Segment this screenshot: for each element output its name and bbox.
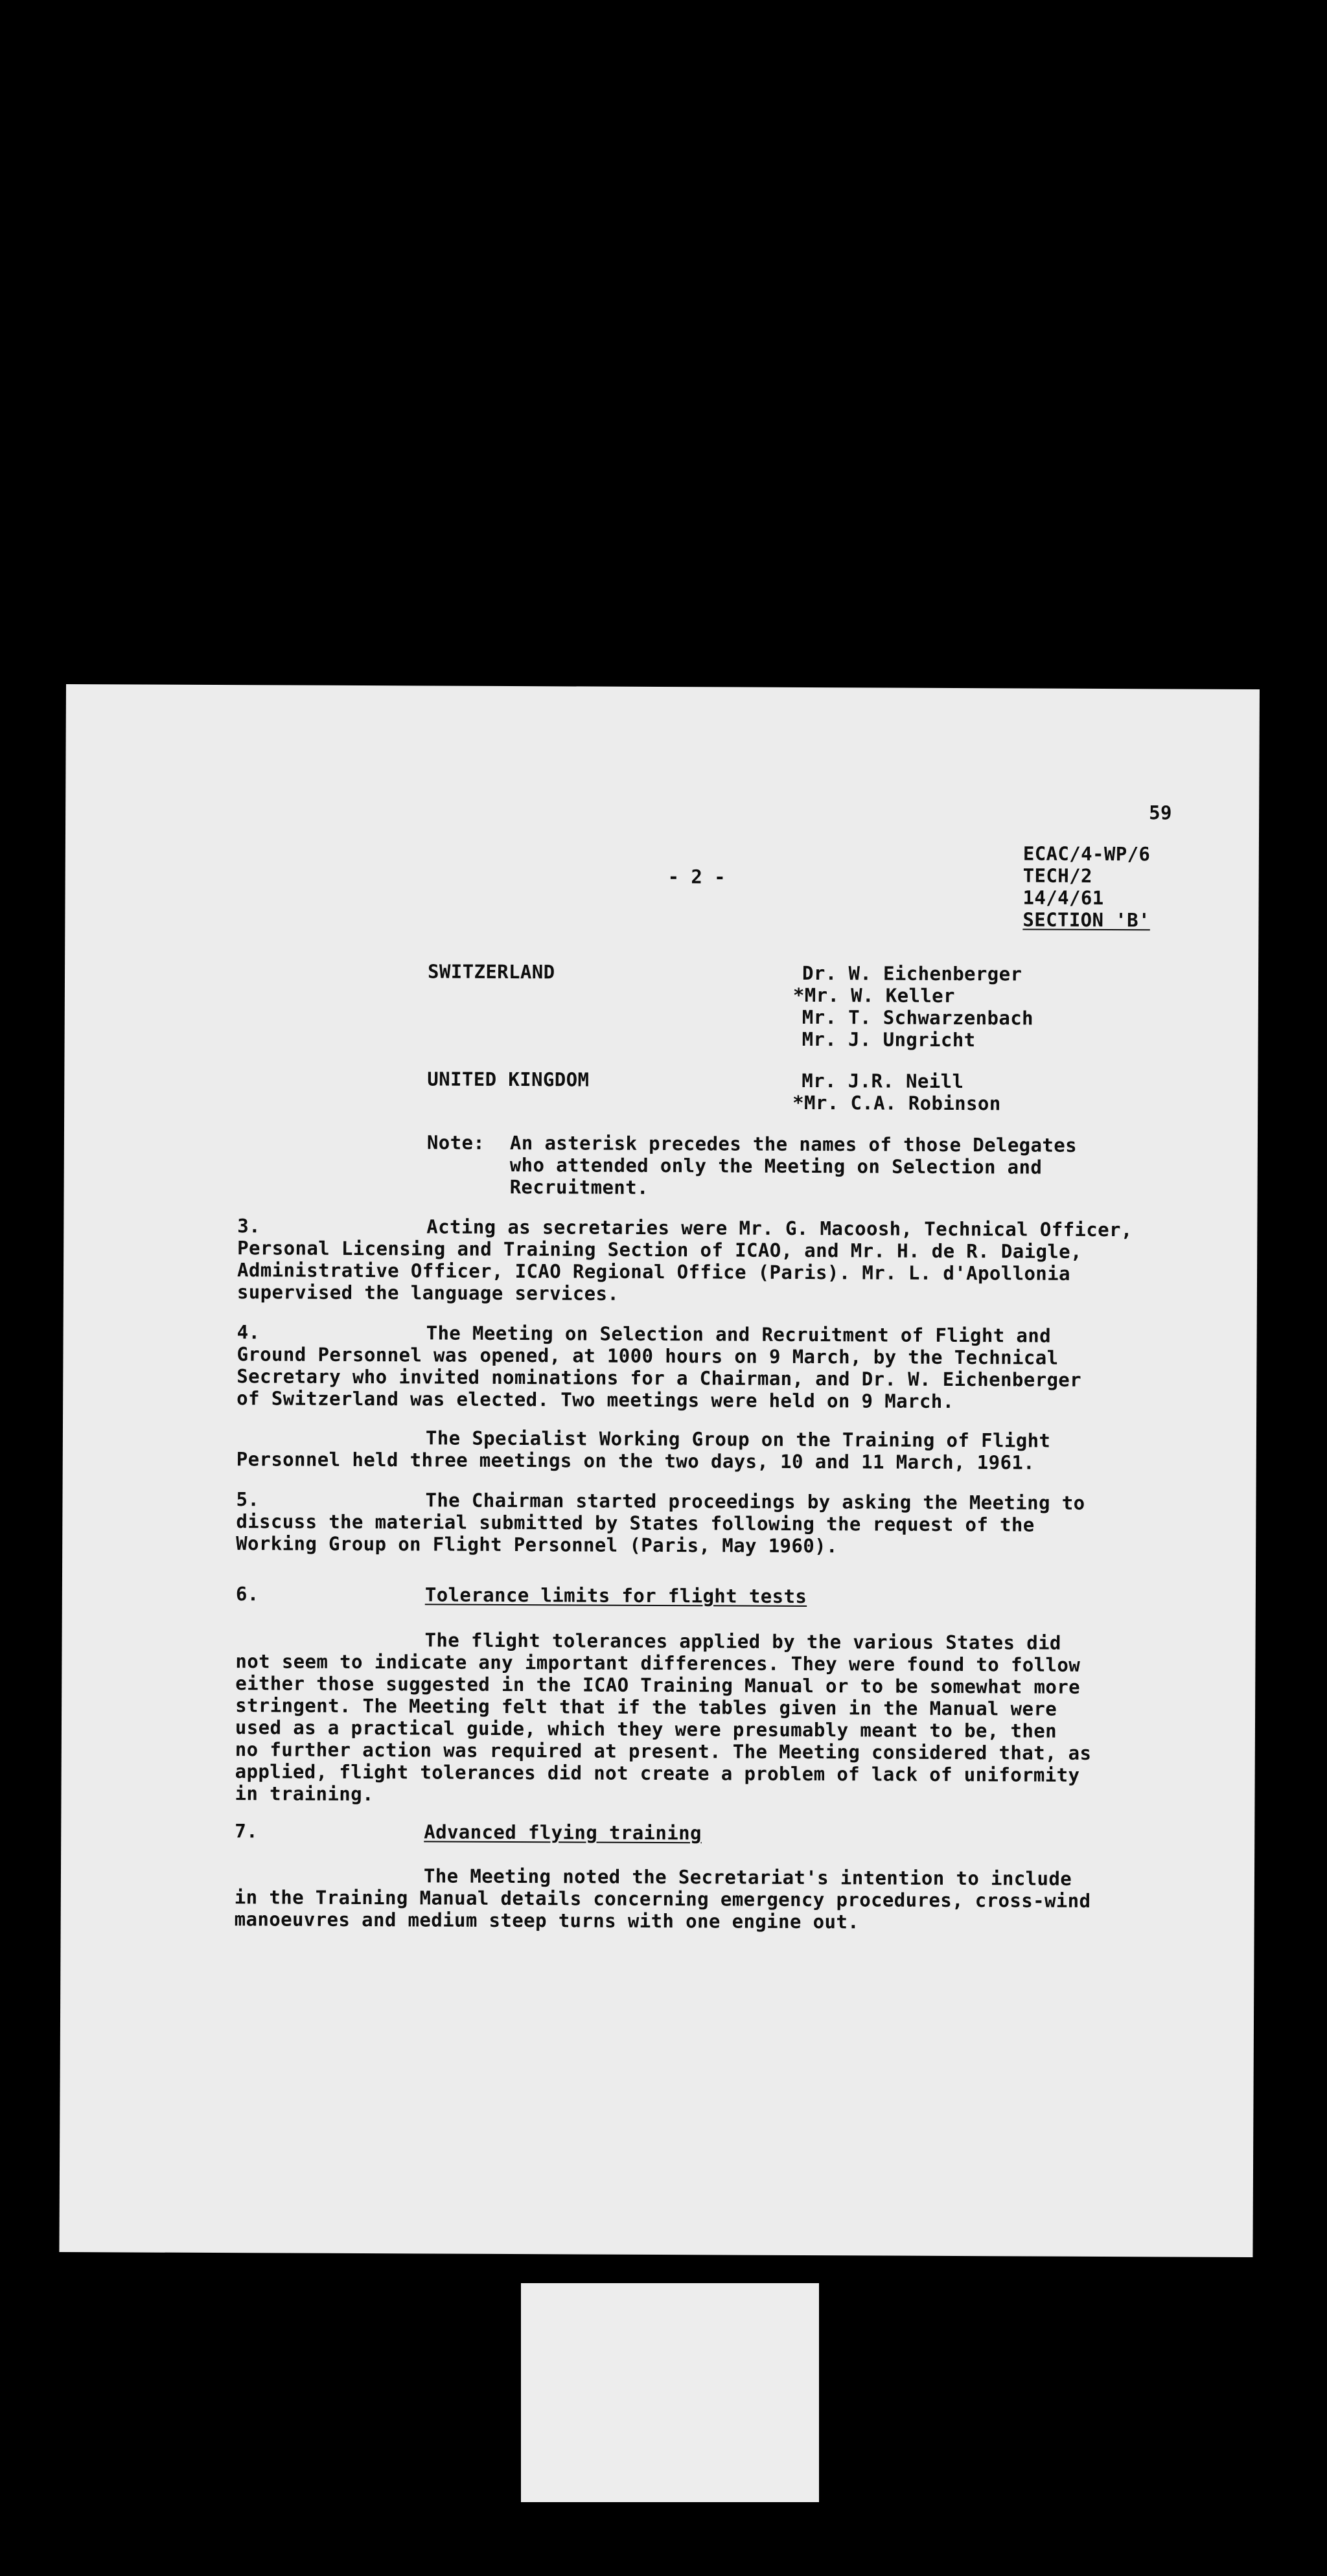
page-number: 59 — [1149, 801, 1172, 824]
page-marker: - 2 - — [667, 866, 726, 888]
paragraph-text: Acting as secretaries were Mr. G. Macoosh, Technical Officer, Personal Licensing and Training Section of ICAO, and Mr. H. de R. Daigle, Administrative Officer, ICAO Regional Office (Paris). Mr. L. d'Apollonia supervised the language services. — [237, 1215, 1133, 1305]
delegate-name: *Mr. W. Keller — [792, 983, 956, 1007]
delegate-name: Mr. J.R. Neill — [802, 1069, 964, 1093]
reference-line: ECAC/4-WP/6 — [1022, 842, 1151, 866]
paragraph-number: 3. — [237, 1215, 261, 1237]
paragraph-text: The Meeting noted the Secretariat's intention to include in the Training Manual details concerning emergency procedures, cross-wind manoeuvres and medium steep turns with one engine out. — [234, 1865, 1091, 1933]
document-page — [59, 684, 1260, 2257]
reference-section: SECTION 'B' — [1022, 908, 1150, 932]
blank-card — [521, 2283, 819, 2502]
reference-line: TECH/2 — [1022, 864, 1092, 887]
section-heading: Advanced flying training — [424, 1821, 702, 1845]
note-text: An asterisk precedes the names of those Delegates who attended only the Meeting on Selection and Recruitment. — [509, 1131, 1078, 1199]
paragraph-text: The Chairman started proceedings by asking the Meeting to discuss the material submitted by States following the request of the Working Group on Flight Personnel (Paris, May 1960). — [236, 1489, 1085, 1558]
paragraph-text: The Meeting on Selection and Recruitment of Flight and Ground Personnel was opened, at 1000 hours on 9 March, by the Technical Secretary who invited nominations for a Chairman, and Dr. W. Eichenberger of Switzerland was elected. Two meetings were held on 9 March. — [237, 1322, 1082, 1412]
paragraph-text: The flight tolerances applied by the various States did not seem to indicate any important differences. They were found to follow either those suggested in the ICAO Training Manual or to be somewhat more stringent. The Meeting felt that if the tables given in the Manual were used as a practical guide, which they were presumably meant to be, then no further action was required at present. The Meeting considered that, as applied, flight tolerances did not create a problem of lack of uniformity in training. — [235, 1629, 1092, 1806]
delegate-name: Mr. T. Schwarzenbach — [802, 1006, 1034, 1029]
section-heading: Tolerance limits for flight tests — [424, 1583, 807, 1608]
delegate-name: Mr. J. Ungricht — [802, 1028, 976, 1052]
reference-line: 14/4/61 — [1022, 886, 1104, 909]
paragraph-text: The Specialist Working Group on the Training of Flight Personnel held three meetings on the two days, 10 and 11 March, 1961. — [236, 1427, 1051, 1474]
paragraph-number: 7. — [235, 1820, 259, 1843]
note-label: Note: — [426, 1131, 485, 1154]
country-name: UNITED KINGDOM — [427, 1068, 590, 1091]
country-name: SWITZERLAND — [427, 960, 555, 983]
paragraph-number: 6. — [235, 1583, 259, 1605]
delegate-name: *Mr. C.A. Robinson — [792, 1091, 1001, 1115]
paragraph-number: 5. — [236, 1488, 260, 1511]
paragraph-number: 4. — [237, 1321, 260, 1344]
delegate-name: Dr. W. Eichenberger — [802, 961, 1022, 985]
